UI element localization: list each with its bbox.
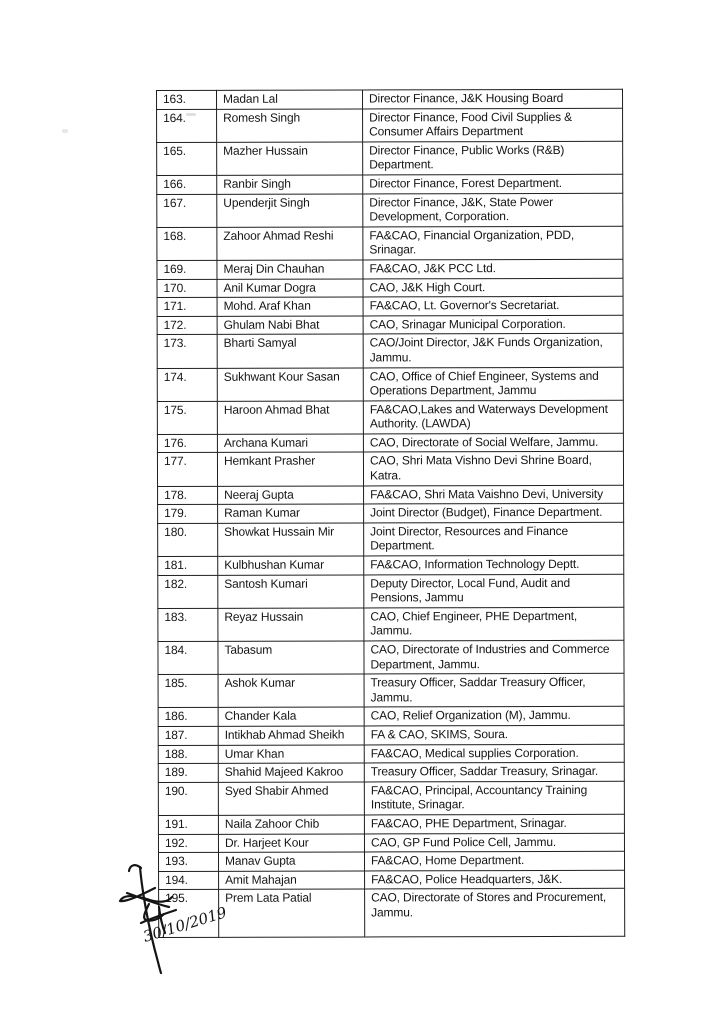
serial-cell: 188. — [158, 745, 218, 764]
designation-cell: CAO/Joint Director, J&K Funds Organization, Jammu. — [363, 334, 623, 368]
serial-cell: 167. — [157, 194, 217, 227]
designation-cell: CAO, Directorate of Stores and Procurement, Jammu. — [365, 889, 625, 937]
designation-cell: FA&CAO, Police Headquarters, J&K. — [365, 870, 625, 889]
serial-cell: 179. — [158, 505, 218, 524]
signature-date: 30/10/2019 — [140, 903, 229, 946]
table-row — [157, 315, 623, 335]
table-row — [157, 452, 623, 486]
table-row — [157, 400, 623, 434]
officer-table-body — [157, 89, 625, 937]
designation-cell: CAO, Chief Engineer, PHE Department, Jammu. — [364, 607, 624, 641]
table-row — [157, 334, 623, 368]
name-cell: Chander Kala — [218, 707, 364, 726]
name-cell: Umar Khan — [218, 745, 364, 764]
signature-scribble — [120, 865, 176, 973]
serial-cell: 192. — [158, 834, 218, 853]
table-row — [158, 744, 624, 764]
designation-cell: FA&CAO, Home Department. — [364, 851, 624, 870]
serial-cell: 182. — [158, 575, 218, 608]
designation-cell: FA&CAO, Information Technology Deptt. — [364, 555, 624, 574]
name-cell: Kulbhushan Kumar — [218, 556, 364, 575]
table-row — [158, 725, 624, 745]
designation-cell: CAO, J&K High Court. — [363, 278, 623, 297]
name-cell: Prem Lata Patial — [219, 889, 365, 937]
designation-cell: Director Finance, Forest Department. — [363, 174, 623, 193]
table-row — [158, 707, 624, 727]
designation-cell: FA&CAO,Lakes and Waterways Development Authority. (LAWDA) — [363, 400, 623, 434]
table-row — [157, 296, 623, 316]
table-row — [158, 673, 624, 707]
serial-cell: 177. — [157, 453, 217, 486]
table-row — [158, 781, 624, 815]
handwritten-signature — [85, 852, 255, 992]
serial-cell: 164. — [157, 109, 217, 142]
serial-cell: 194. — [159, 871, 219, 890]
serial-cell: 191. — [158, 815, 218, 834]
serial-cell: 187. — [158, 726, 218, 745]
table-row — [157, 433, 623, 453]
serial-cell: 183. — [158, 608, 218, 641]
name-cell: Romesh Singh — [217, 109, 363, 143]
table-row — [157, 89, 623, 109]
table-row — [158, 485, 624, 505]
designation-cell: FA&CAO, PHE Department, Srinagar. — [364, 814, 624, 833]
serial-cell: 189. — [158, 763, 218, 782]
designation-cell: Joint Director (Budget), Finance Department. — [364, 504, 624, 523]
name-cell: Dr. Harjeet Kour — [218, 833, 364, 852]
serial-cell: 181. — [158, 556, 218, 575]
name-cell: Manav Gupta — [218, 852, 364, 871]
designation-cell: FA&CAO, J&K PCC Ltd. — [363, 259, 623, 278]
serial-cell: 170. — [157, 279, 217, 298]
designation-cell: CAO, Directorate of Industries and Commerce Department, Jammu. — [364, 640, 624, 674]
scan-artifact — [62, 129, 68, 133]
designation-cell: CAO, GP Fund Police Cell, Jammu. — [364, 833, 624, 852]
serial-cell: 195. — [159, 890, 219, 937]
name-cell: Haroon Ahmad Bhat — [217, 401, 363, 435]
designation-cell: Director Finance, Food Civil Supplies & Consumer Affairs Department — [363, 108, 623, 142]
name-cell: Bharti Samyal — [217, 334, 363, 368]
designation-cell: FA&CAO, Principal, Accountancy Training Institute, Srinagar. — [364, 781, 624, 815]
table-row — [158, 814, 624, 834]
table-row — [157, 141, 623, 175]
serial-cell: 171. — [157, 297, 217, 316]
name-cell: Mohd. Araf Khan — [217, 297, 363, 316]
table-row — [157, 367, 623, 401]
designation-cell: Treasury Officer, Saddar Treasury, Srinagar. — [364, 762, 624, 781]
serial-cell: 178. — [158, 486, 218, 505]
table-row — [158, 833, 624, 853]
table-row — [157, 193, 623, 227]
designation-cell: CAO, Office of Chief Engineer, Systems and Operations Department, Jammu — [363, 367, 623, 401]
name-cell: Anil Kumar Dogra — [217, 278, 363, 297]
officer-table-container — [156, 89, 624, 938]
table-row — [157, 226, 623, 260]
name-cell: Zahoor Ahmad Reshi — [217, 227, 363, 261]
name-cell: Shahid Majeed Kakroo — [218, 763, 364, 782]
table-row — [158, 640, 624, 674]
name-cell: Ashok Kumar — [218, 674, 364, 708]
serial-cell: 174. — [157, 368, 217, 401]
designation-cell: FA&CAO, Lt. Governor's Secretariat. — [363, 296, 623, 315]
serial-cell: 193. — [158, 852, 218, 871]
table-row — [158, 607, 624, 641]
name-cell: Intikhab Ahmad Sheikh — [218, 726, 364, 745]
table-row — [157, 278, 623, 298]
table-row — [158, 762, 624, 782]
name-cell: Raman Kumar — [218, 504, 364, 523]
designation-cell: CAO, Shri Mata Vishno Devi Shrine Board, Katra. — [363, 452, 623, 486]
serial-cell: 190. — [158, 782, 218, 815]
table-row — [157, 174, 623, 194]
designation-cell: FA&CAO, Financial Organization, PDD, Srinagar. — [363, 226, 623, 260]
name-cell: Ranbir Singh — [217, 175, 363, 194]
name-cell: Sukhwant Kour Sasan — [217, 367, 363, 401]
designation-cell: Treasury Officer, Saddar Treasury Officer, Jammu. — [364, 673, 624, 707]
name-cell: Reyaz Hussain — [218, 608, 364, 642]
serial-cell: 173. — [157, 335, 217, 368]
designation-cell: Director Finance, J&K Housing Board — [363, 89, 623, 108]
signature-block — [85, 852, 255, 992]
name-cell: Naila Zahoor Chib — [218, 815, 364, 834]
table-row — [158, 522, 624, 556]
serial-cell: 169. — [157, 260, 217, 279]
serial-cell: 184. — [158, 641, 218, 674]
name-cell: Hemkant Prasher — [217, 452, 363, 486]
name-cell: Ghulam Nabi Bhat — [217, 316, 363, 335]
table-row — [157, 108, 623, 142]
serial-cell: 163. — [157, 90, 217, 109]
name-cell: Tabasum — [218, 641, 364, 675]
name-cell: Meraj Din Chauhan — [217, 260, 363, 279]
designation-cell: CAO, Directorate of Social Welfare, Jammu. — [363, 433, 623, 452]
designation-cell: FA&CAO, Shri Mata Vaishno Devi, University — [364, 485, 624, 504]
name-cell: Upenderjit Singh — [217, 194, 363, 228]
name-cell: Amit Mahajan — [219, 871, 365, 890]
serial-cell: 175. — [157, 401, 217, 434]
designation-cell: Director Finance, Public Works (R&B) Department. — [363, 141, 623, 175]
officer-table — [156, 89, 625, 938]
name-cell: Syed Shabir Ahmed — [218, 782, 364, 816]
designation-cell: Director Finance, J&K, State Power Development, Corporation. — [363, 193, 623, 227]
table-row — [158, 574, 624, 608]
designation-cell: CAO, Srinagar Municipal Corporation. — [363, 315, 623, 334]
table-row — [157, 259, 623, 279]
serial-cell: 165. — [157, 142, 217, 175]
serial-cell: 186. — [158, 708, 218, 727]
serial-cell: 172. — [157, 316, 217, 335]
name-cell: Santosh Kumari — [218, 575, 364, 609]
designation-cell: CAO, Relief Organization (M), Jammu. — [364, 707, 624, 726]
name-cell: Mazher Hussain — [217, 142, 363, 176]
name-cell: Showkat Hussain Mir — [218, 523, 364, 557]
name-cell: Madan Lal — [217, 90, 363, 109]
designation-cell: Deputy Director, Local Fund, Audit and Pensions, Jammu — [364, 574, 624, 608]
table-row — [158, 504, 624, 524]
designation-cell: FA & CAO, SKIMS, Soura. — [364, 725, 624, 744]
designation-cell: FA&CAO, Medical supplies Corporation. — [364, 744, 624, 763]
designation-cell: Joint Director, Resources and Finance Department. — [364, 522, 624, 556]
serial-cell: 168. — [157, 227, 217, 260]
serial-cell: 180. — [158, 523, 218, 556]
name-cell: Archana Kumari — [217, 434, 363, 453]
serial-cell: 185. — [158, 675, 218, 708]
serial-cell: 176. — [157, 434, 217, 453]
serial-cell: 166. — [157, 175, 217, 194]
table-row — [158, 555, 624, 575]
name-cell: Neeraj Gupta — [218, 486, 364, 505]
